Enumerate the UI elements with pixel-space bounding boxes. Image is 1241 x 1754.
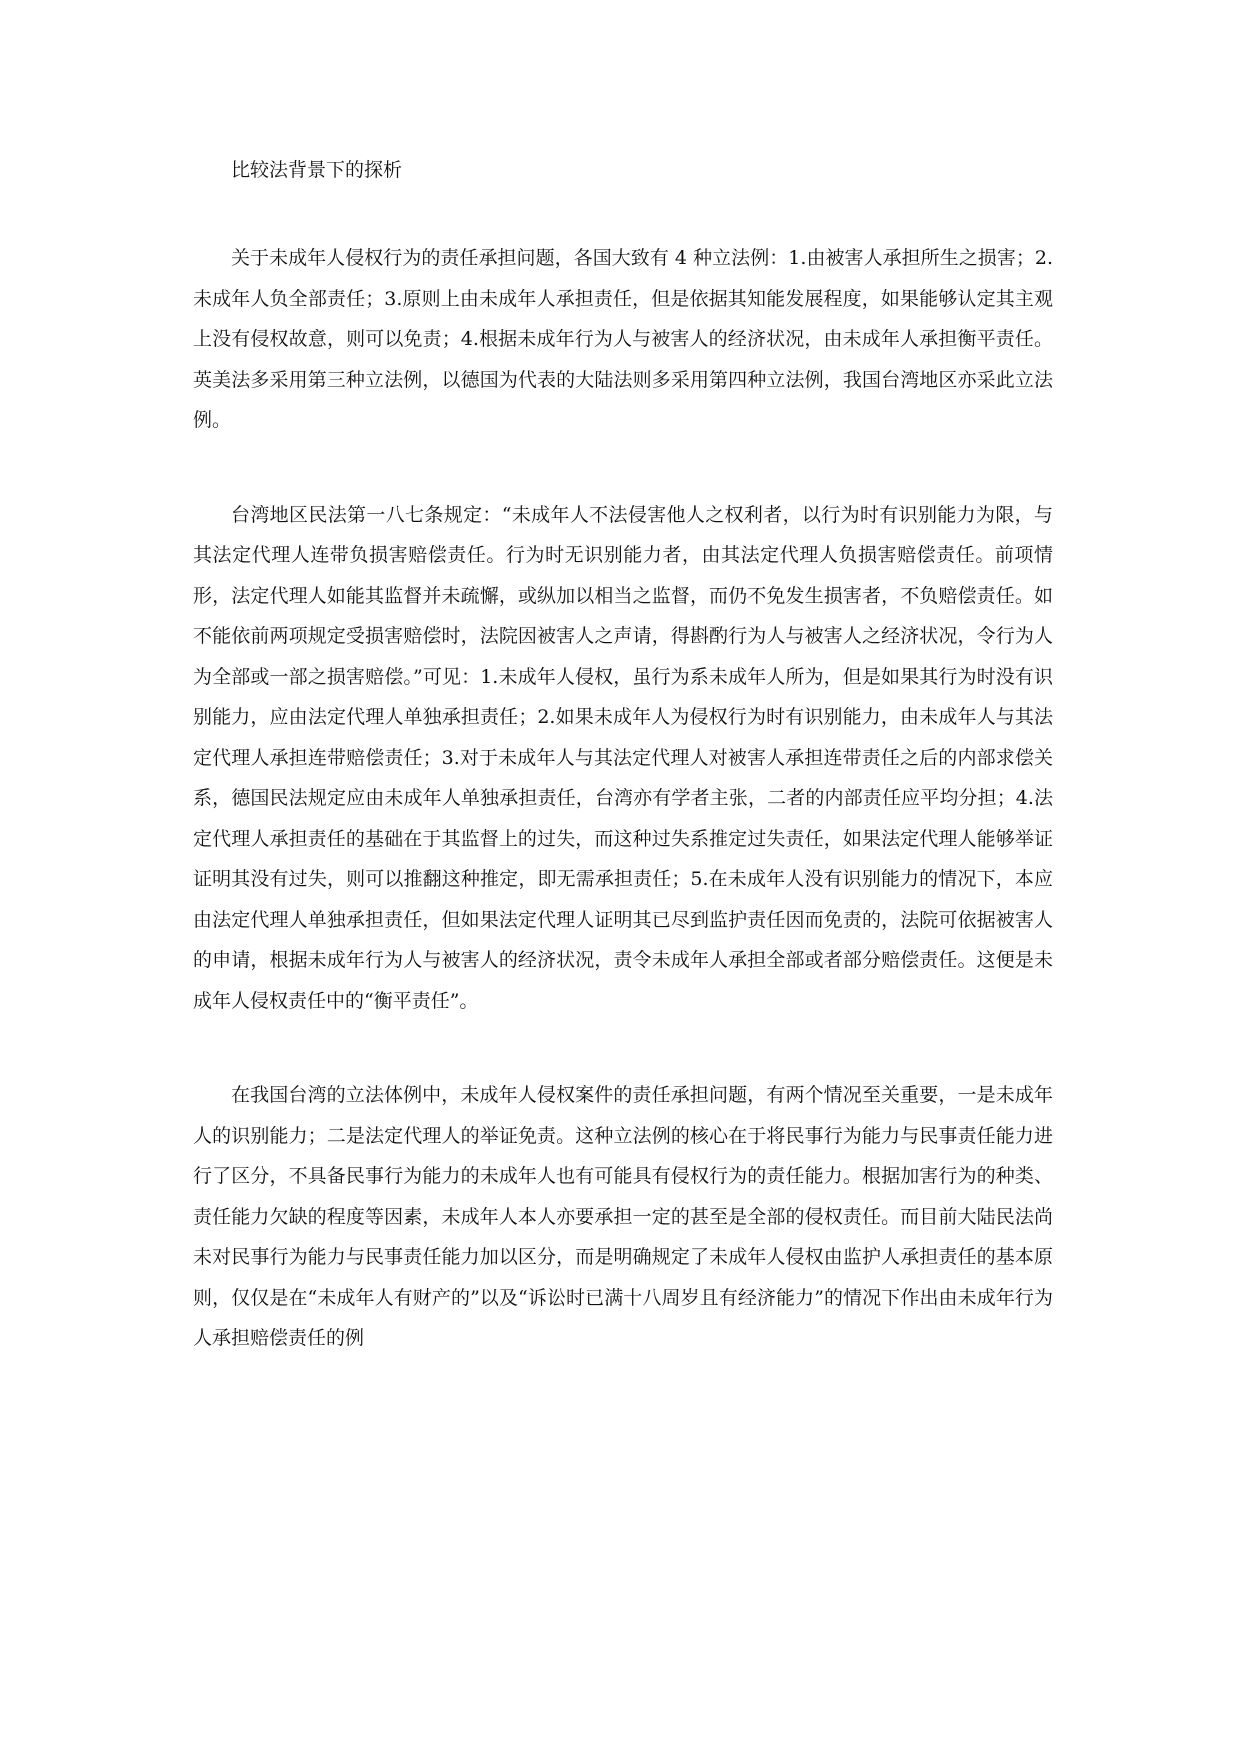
paragraph-taiwan-legislative-system: 在我国台湾的立法体例中，未成年人侵权案件的责任承担问题，有两个情况至关重要，一是未成年人的识别能力；二是法定代理人的举证免责。这种立法例的核心在于将民事行为能力与民事责任能力进行了区分，不具备民事行为能力的未成年人也有可能具有侵权行为的责任能力。根据加害行为的种类、责任能力欠缺的程度等因素，未成年人本人亦要承担一定的甚至是全部的侵权责任。而目前大陆民法尚未对民事行为能力与民事责任能力加以区分，而是明确规定了未成年人侵权由监护人承担责任的基本原则，仅仅是在“未成年人有财产的”以及“诉讼时已满十八周岁且有经济能力”的情况下作出由未成年行为人承担赔偿责任的例 xyxy=(193,1084,1053,1349)
paragraph-taiwan-article-187: 台湾地区民法第一八七条规定：“未成年人不法侵害他人之权利者，以行为时有识别能力为限，与其法定代理人连带负损害赔偿责任。行为时无识别能力者，由其法定代理人负损害赔偿责任。前项情形，法定代理人如能其监督并未疏懈，或纵加以相当之监督，而仍不免发生损害者，不负赔偿责任。如不能依前两项规定受损害赔偿时，法院因被害人之声请，得斟酌行为人与被害人之经济状况，令行为人为全部或一部之损害赔偿。”可见：1.未成年人侵权，虽行为系未成年人所为，但是如果其行为时没有识别能力，应由法定代理人单独承担责任；2.如果未成年人为侵权行为时有识别能力，由未成年人与其法定代理人承担连带赔偿责任；3.对于未成年人与其法定代理人对被害人承担连带责任之后的内部求偿关系，德国民法规定应由未成年人单独承担责任，台湾亦有学者主张，二者的内部责任应平均分担；4.法定代理人承担责任的基础在于其监督上的过失，而这种过失系推定过失责任，如果法定代理人能够举证证明其没有过失，则可以推翻这种推定，即无需承担责任；5.在未成年人没有识别能力的情况下，本应由法定代理人单独承担责任，但如果法定代理人证明其已尽到监护责任因而免责的，法院可依据被害人的申请，根据未成年行为人与被害人的经济状况，责令未成年人承担全部或者部分赔偿责任。这便是未成年人侵权责任中的“衡平责任”。 xyxy=(193,503,1053,1012)
paragraph-legislative-models: 关于未成年人侵权行为的责任承担问题，各国大致有 4 种立法例：1.由被害人承担所生之损害；2.未成年人负全部责任；3.原则上由未成年人承担责任，但是依据其知能发展程度，如果能够认定其主观上没有侵权故意，则可以免责；4.根据未成年行为人与被害人的经济状况，由未成年人承担衡平责任。英美法多采用第三种立法例，以德国为代表的大陆法则多采用第四种立法例，我国台湾地区亦采此立法例。 xyxy=(193,247,1053,431)
section-heading: 比较法背景下的探析 xyxy=(231,159,403,181)
document-page xyxy=(193,150,1053,1359)
